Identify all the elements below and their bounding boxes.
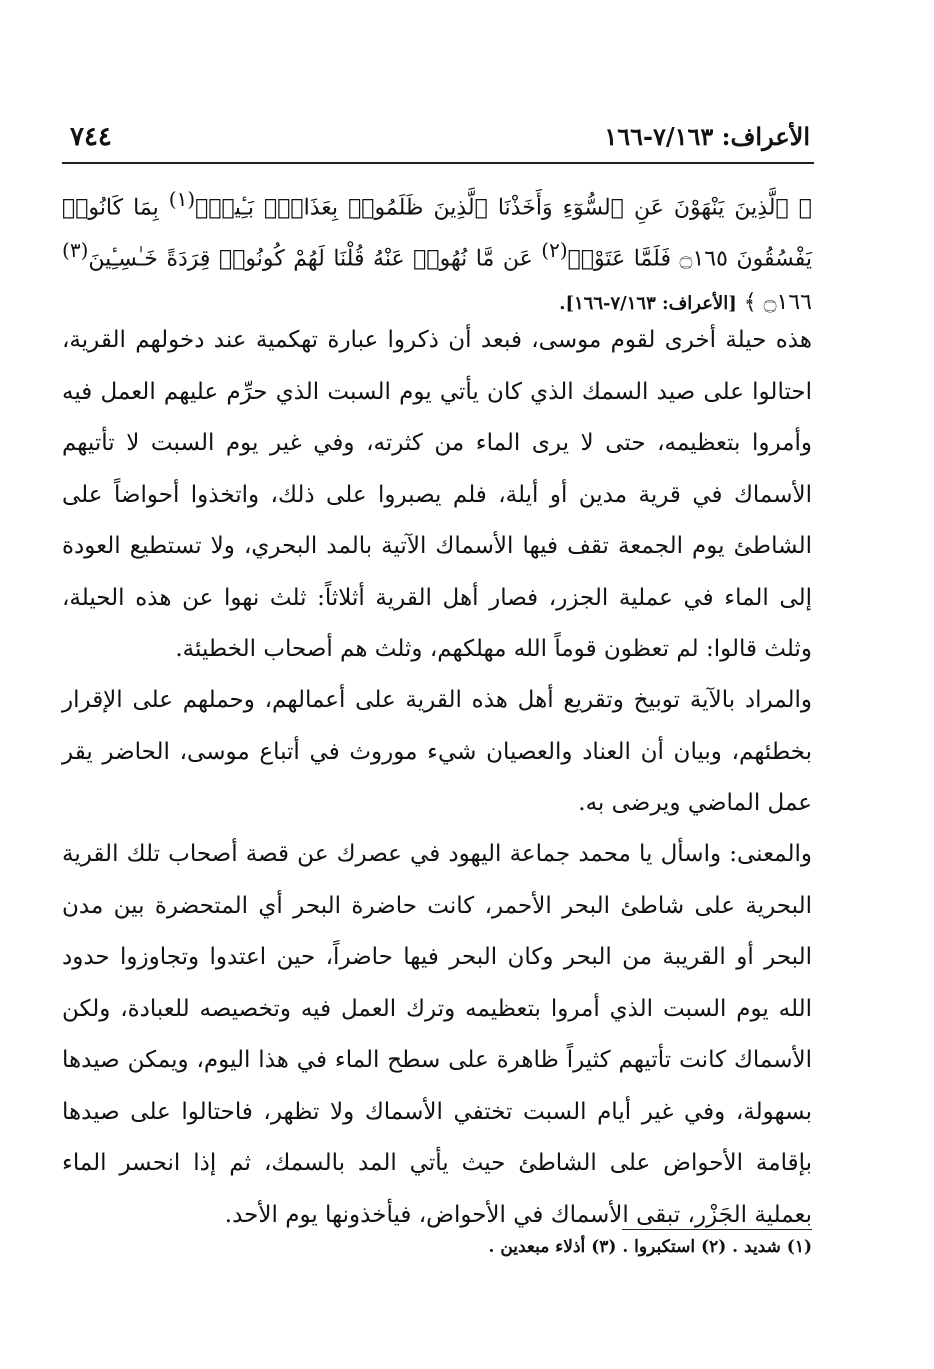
verse-text-3: عَن مَّا نُهُوا۟ عَنْهُ قُلْنَا لَهُمْ كُونُوا۟ قِرَدَةً خَـٰسِـِٔينَ	[88, 246, 533, 272]
verse-text-2: بِمَا كَانُوا۟ يَفْسُقُونَ ۝١٦٥ فَلَمَّا عَتَوْا۟	[62, 195, 812, 272]
footnote-divider	[622, 1229, 812, 1230]
paragraph-3: والمعنى: واسأل يا محمد جماعة اليهود في عصرك عن قصة أصحاب تلك القرية البحرية على شاطئ البحر الأحمر، كانت حاضرة البحر أي المتحضرة بين مدن البحر أو القريبة من البحر وكان البحر فيها حاضراً، حين اعتدوا وتجاوزوا حدود الله يوم السبت الذي أمروا بتعظيمه وترك العمل فيه وتخصيصه للعبادة، ولكن الأسماك كانت تأتيهم كثيراً ظاهرة على سطح الماء في هذا اليوم، ويمكن صيدها بسهولة، وفي غير أيام السبت تختفي الأسماك ولا تظهر، فاحتالوا على صيدها بإقامة الأحواض على الشاطئ حيث يأتي المد بالسمك، ثم إذا انحسر الماء بعملية الجَزْر، تبقى الأسماك في الأحواض، فيأخذونها يوم الأحد.	[62, 841, 812, 1228]
footnote-marker-2: (٢)	[541, 238, 568, 263]
verse-end: ۝١٦٦ ﴾	[743, 289, 812, 315]
quran-verse-block	[62, 178, 812, 325]
footnote-marker-3: (٣)	[62, 238, 89, 263]
paragraph-2: والمراد بالآية توبيخ وتقريع أهل هذه القرية على أعمالهم، وحملهم على الإقرار بخطئهم، وبيان أن العناد والعصيان شيء موروث في أتباع موسى، الحاضر يقر عمل الماضي ويرضى به.	[62, 687, 812, 816]
page-number: ٧٤٤	[70, 122, 112, 152]
verse-text-1: ﴿ ٱلَّذِينَ يَنْهَوْنَ عَنِ ٱلسُّوٓءِ وَأَخَذْنَا ٱلَّذِينَ ظَلَمُوا۟ بِعَذَابٍۭ بَـِٔيسٍۭ	[195, 195, 812, 221]
header-divider	[62, 162, 814, 164]
footnote-marker-1: (١)	[168, 187, 196, 211]
paragraph-1: هذه حيلة أخرى لقوم موسى، فبعد أن ذكروا عبارة تهكمية عند دخولهم القرية، احتالوا على صيد السمك الذي كان يأتي يوم السبت الذي حرِّم عليهم العمل فيه وأمروا بتعظيمه، حتى لا يرى الماء من كثرته، وفي غير يوم السبت لا تأتيهم الأسماك في قرية مدين أو أيلة، فلم يصبروا على ذلك، واتخذوا أحواضاً على الشاطئ يوم الجمعة تقف فيها الأسماك الآتية بالمد البحري، ولا تستطيع العودة إلى الماء في عملية الجزر، فصار أهل القرية أثلاثاً: ثلث نهوا عن هذه الحيلة، وثلث قالوا: لم تعظون قوماً الله مهلكهم، وثلث هم أصحاب الخطيئة.	[62, 327, 812, 662]
page-header	[70, 122, 810, 162]
footnotes: (١) شديد . (٢) استكبروا . (٣) أذلاء مبعدين .	[488, 1237, 812, 1257]
surah-reference: الأعراف: ٧/١٦٣-١٦٦	[604, 122, 810, 151]
verse-reference: [الأعراف: ٧/١٦٣-١٦٦].	[559, 292, 737, 314]
